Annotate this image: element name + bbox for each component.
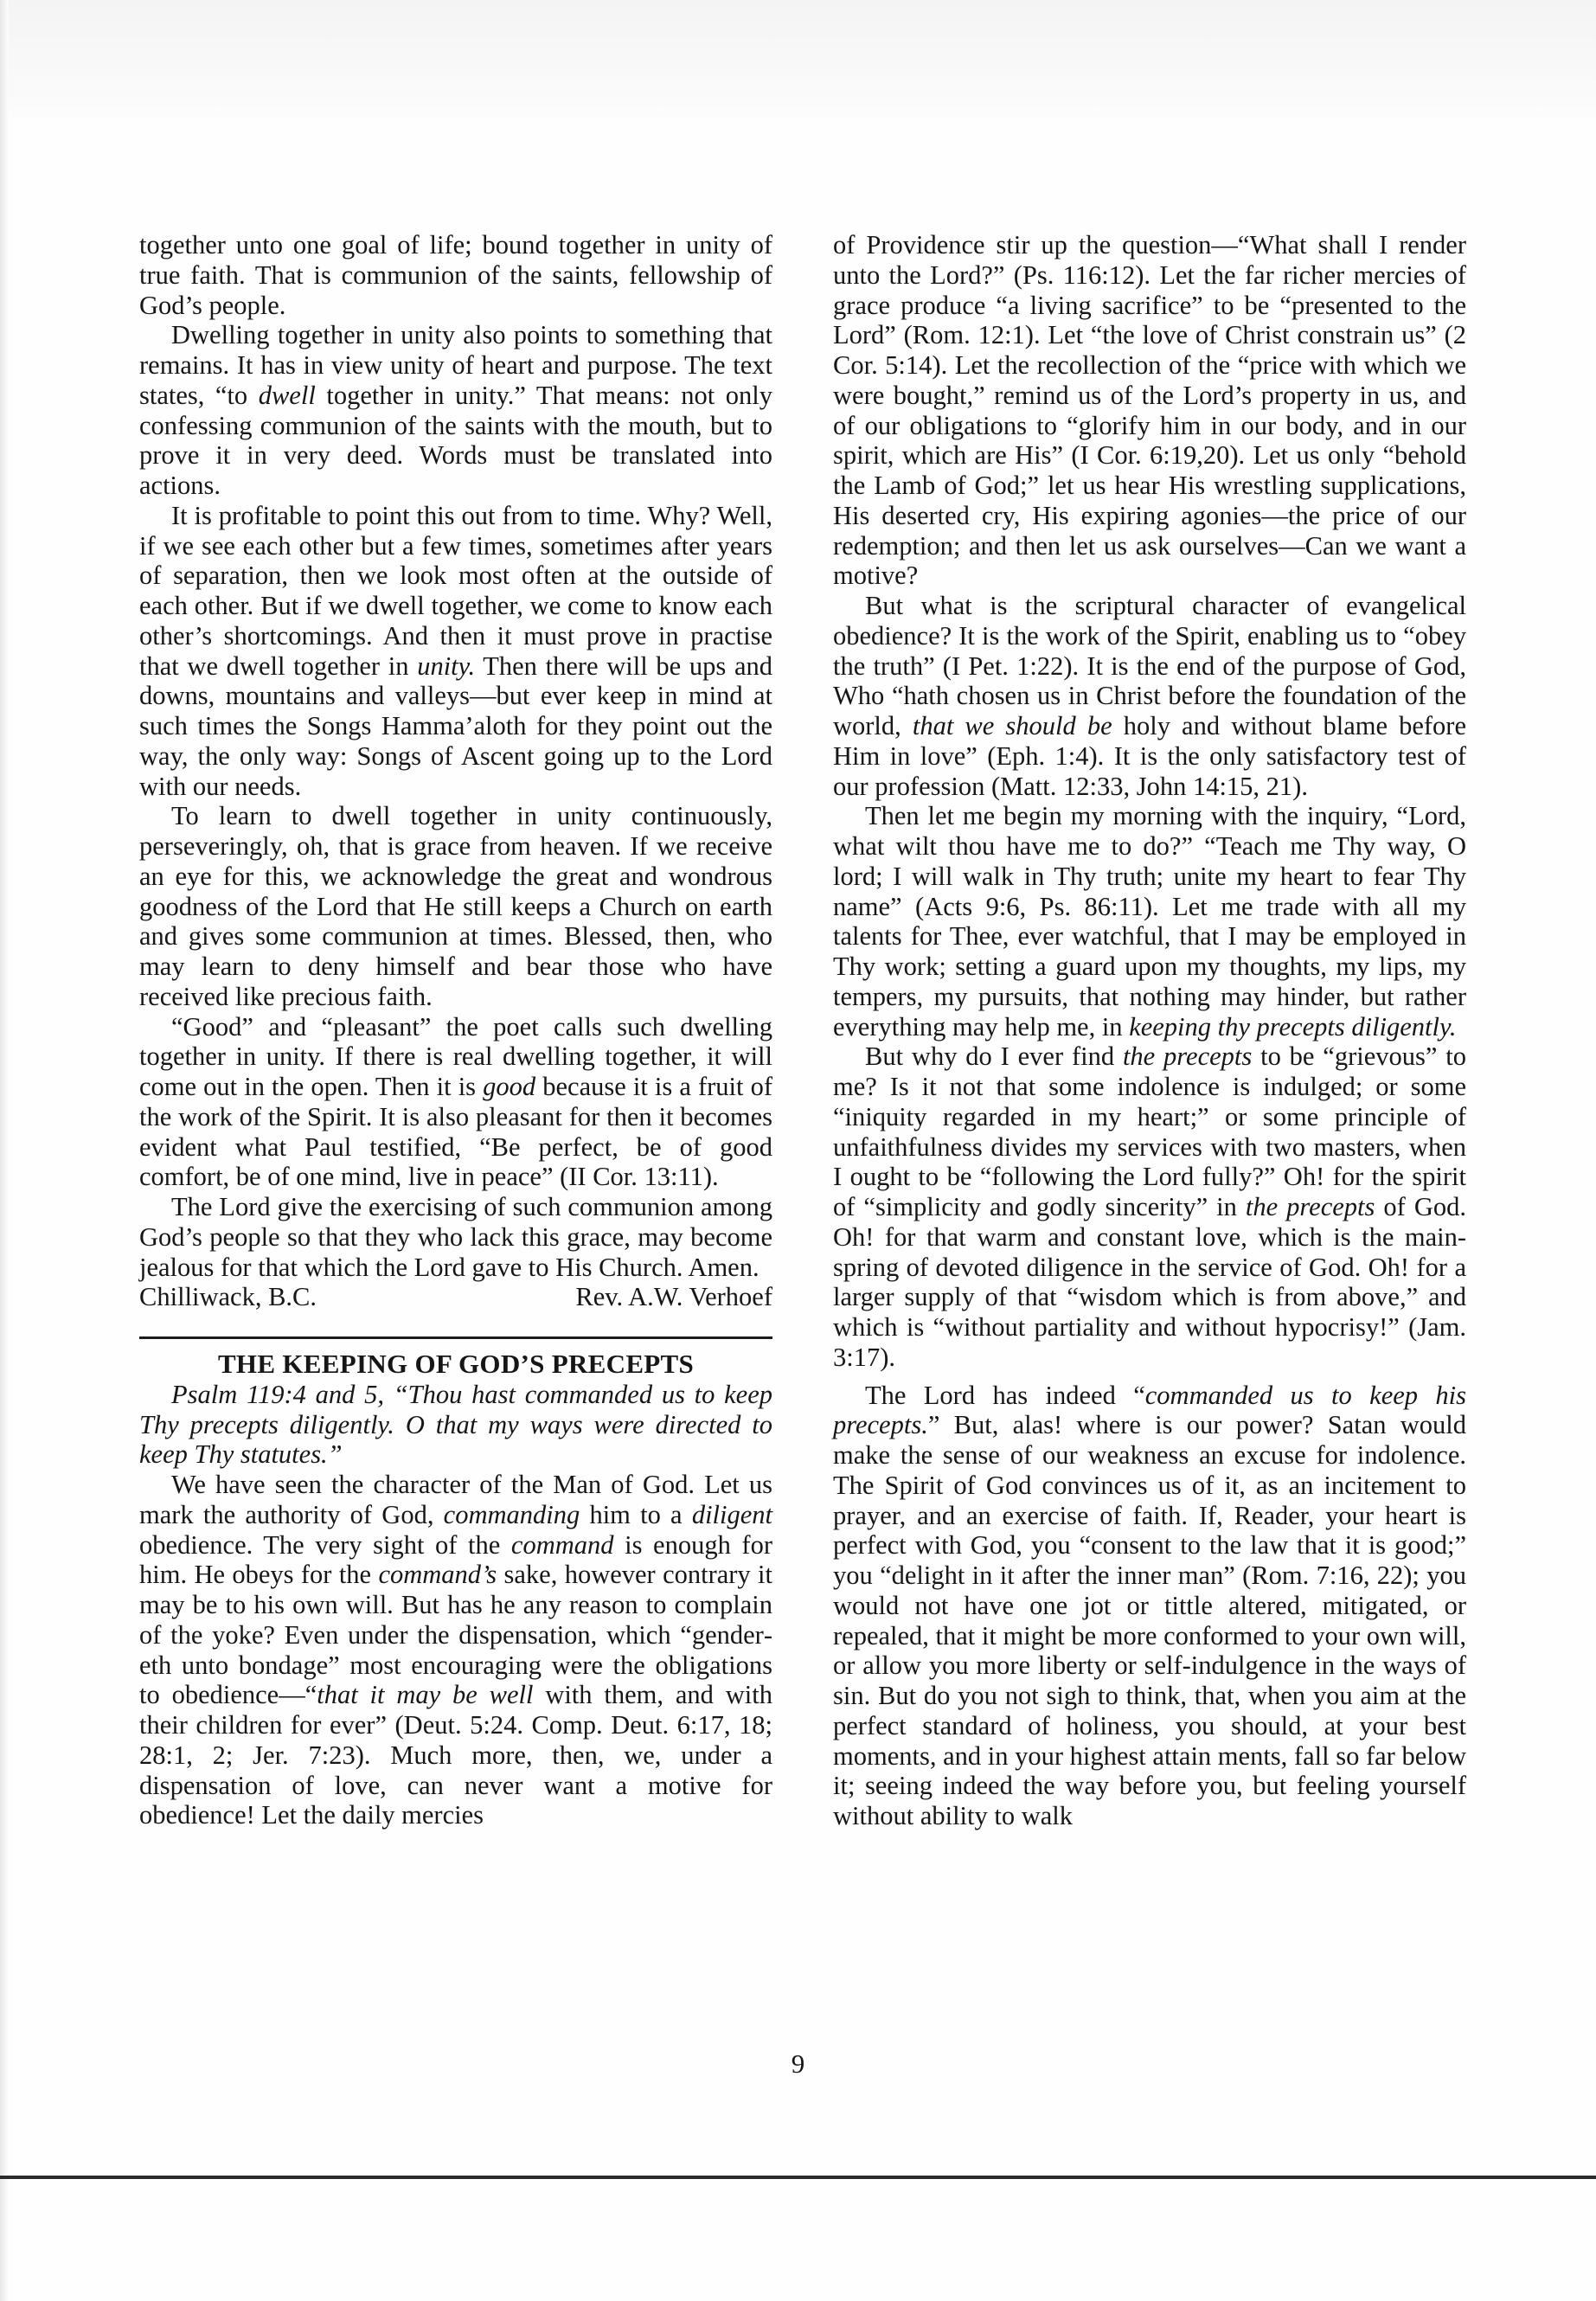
paragraph: The Lord has indeed “commanded us to keep his precepts.” But, alas! where is our power? Satan would make the sense of our weakness an excuse for indolence. The Spirit of God convinces us of it, as an incitement to prayer, and an exercise of faith. If, Reader, your heart is perfect with God, you “consent to the law that it is good;” you “delight in it after the inner man” (Rom. 7:16, 22); you would not have one jot or tittle altered, mitigated, or repealed, that it might be more conformed to your own will, or allow you more liberty or self-indulgence in the ways of sin. But do you not sigh to think, that, when you aim at the perfect standard of holiness, you should, at your best moments, and in your highest attain ments, fall so far below it; seeing indeed the way before you, but feeling yourself without ability to walk [833, 1380, 1466, 1830]
section-divider [139, 1336, 772, 1339]
paragraph-gap [833, 1373, 1466, 1381]
right-column [833, 230, 1466, 1831]
scan-left-shade [0, 0, 9, 2301]
paragraph: We have seen the character of the Man of God. Let us mark the authority of God, commanding him to a diligent obedience. The very sight of the command is enough for him. He obeys for the command’s sake, however contrary it may be to his own will. But has he any reason to complain of the yoke? Even under the dispensation, which “gendereth unto bondage” most encouraging were the obligations to obedience—“that it may be well with them, and with their children for ever” (Deut. 5:24. Comp. Deut. 6:17, 18; 28:1, 2; Jer. 7:23). Much more, then, we, under a dispensation of love, can never want a motive for obedience! Let the daily mercies [139, 1470, 772, 1830]
paragraph: together unto one goal of life; bound together in unity of true faith. That is communion of the saints, fellowship of God’s people. [139, 230, 772, 320]
paragraph: “Good” and “pleasant” the poet calls such dwelling together in unity. If there is real dwelling together, it will come out in the open. Then it is good because it is a fruit of the work of the Spirit. It is also pleasant for then it becomes evident what Paul testified, “Be perfect, be of good comfort, be of one mind, live in peace” (II Cor. 13:11). [139, 1011, 773, 1192]
article-heading: THE KEEPING OF GOD’S PRECEPTS [217, 1349, 695, 1379]
paragraph: But what is the scriptural character of evangelical obedience? It is the work of the Spirit, enabling us to “obey the truth” (I Pet. 1:22). It is the end of the purpose of God, Who “hath chosen us in Christ before the foundation of the world, that we should be holy and without blame before Him in love” (Eph. 1:4). It is the only satisfactory test of our profession (Matt. 12:33, John 14:15, 21). [833, 591, 1466, 801]
left-column [139, 230, 772, 1830]
paragraph: Dwelling together in unity also points to something that remains. It has in view unity of heart and purpose. The text states, “to dwell together in unity.” That means: not only confessing communion of the saints with the mouth, but to prove it in very deed. Words must be translated into actions. [139, 320, 772, 500]
paragraph: But why do I ever find the precepts to be “grievous” to me? Is it not that some indolence is indulged; or some “iniquity regarded in my heart;” or some principle of unfaithfulness divides my services with two masters, when I ought to be “following the Lord fully?” Oh! for the spirit of “simplicity and godly sincerity” in the precepts of God. Oh! for that warm and constant love, which is the main-spring of devoted diligence in the service of God. Oh! for a larger supply of that “wisdom which is from above,” and which is “without partiality and without hypocrisy!” (Jam. 3:17). [833, 1042, 1466, 1372]
paragraph: It is profitable to point this out from to time. Why? Well, if we see each other but a few times, sometimes after years of separation, then we look most often at the outside of each other. But if we dwell together, we come to know each other’s shortcomings. And then it must prove in practise that we dwell together in unity. Then there will be ups and downs, mountains and valleys—but ever keep in mind at such times the Songs Hamma’aloth for they point out the way, the only way: Songs of Ascent going up to the Lord with our needs. [139, 500, 772, 801]
signature-place: Chilliwack, B.C. [139, 1282, 317, 1312]
signature-author: Rev. A.W. Verhoef [575, 1282, 772, 1312]
paragraph: Then let me begin my morning with the inquiry, “Lord, what wilt thou have me to do?” “Teach me Thy way, O lord; I will walk in Thy truth; unite my heart to fear Thy name” (Acts 9:6, Ps. 86:11). Let me trade with all my talents for Thee, ever watchful, that I may be employed in Thy work; setting a guard upon my thoughts, my lips, my tempers, my pursuits, that nothing may hinder, but rather everything may help me, in keeping thy precepts diligently. [833, 801, 1466, 1042]
scripture-quote: Psalm 119:4 and 5, “Thou hast commanded us to keep Thy precepts diligently. O that my ways were directed to keep Thy statutes.” [139, 1379, 772, 1470]
signature-line [139, 1282, 772, 1312]
paragraph: To learn to dwell together in unity continuously, perseveringly, oh, that is grace from heaven. If we receive an eye for this, we acknowledge the great and wondrous goodness of the Lord that He still keeps a Church on earth and gives some communion at times. Blessed, then, who may learn to deny himself and bear those who have received like precious faith. [139, 801, 772, 1011]
scan-top-shade [0, 0, 1596, 117]
paragraph: of Providence stir up the question—“What shall I render unto the Lord?” (Ps. 116:12). Let the far richer mercies of grace produce “a living sacrifice” to be “presented to the Lord” (Rom. 12:1). Let “the love of Christ constrain us” (2 Cor. 5:14). Let the recollection of the “price with which we were bought,” remind us of the Lord’s property in us, and of our obligations to “glorify him in our body, and in our spirit, which are His” (I Cor. 6:19,20). Let us only “behold the Lamb of God;” let us hear His wrestling supplications, His deserted cry, His expiring agonies—the price of our redemption; and then let us ask ourselves—Can we want a motive? [833, 230, 1466, 591]
page-number: 9 [791, 2048, 805, 2079]
paragraph: The Lord give the exercising of such communion among God’s people so that they who lack this grace, may become jealous for that which the Lord gave to His Church. Amen. [139, 1192, 772, 1282]
scan-bottom-edge [0, 2176, 1596, 2179]
